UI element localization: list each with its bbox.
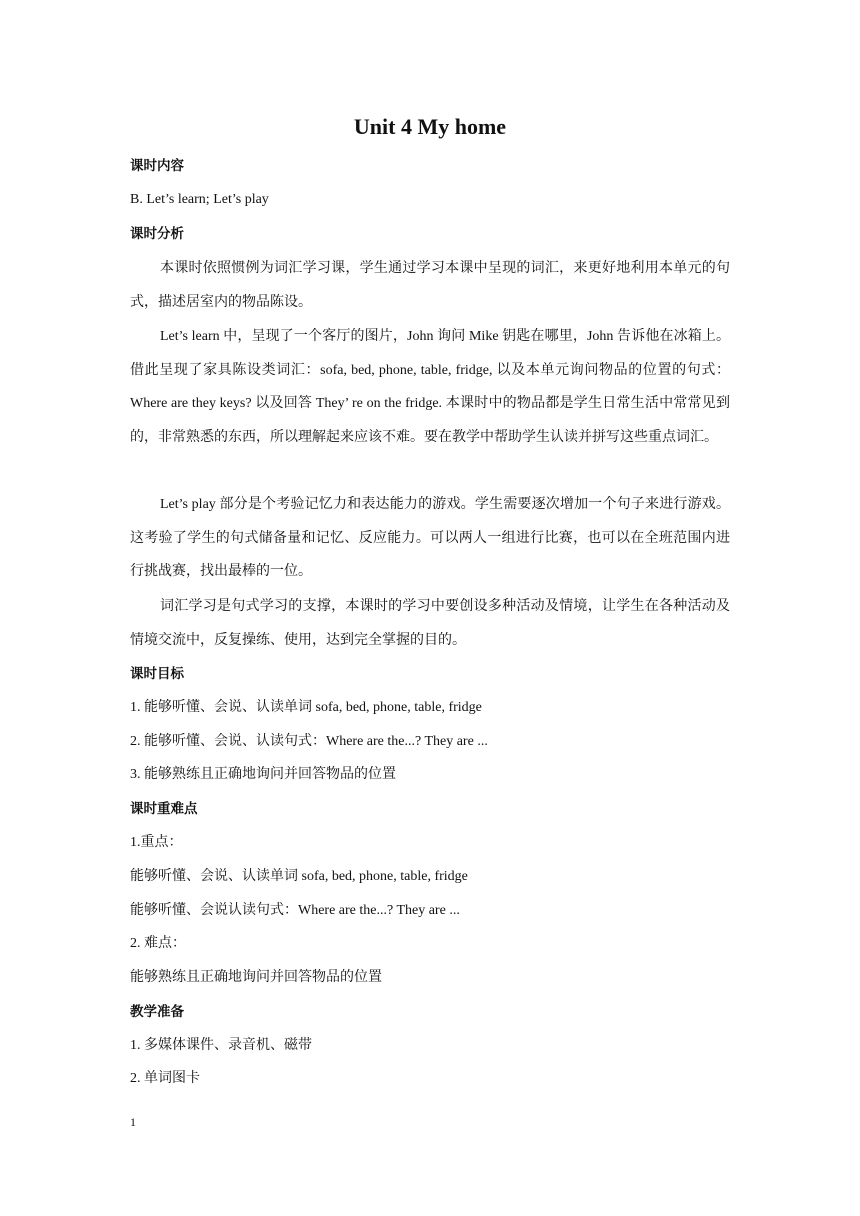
analysis-paragraph-1: 本课时依照惯例为词汇学习课，学生通过学习本课中呈现的词汇，来更好地利用本单元的句式，描述居室内的物品陈设。 [130, 261, 730, 310]
prep-item: 1. 多媒体课件、录音机、磁带 [130, 1038, 312, 1053]
content-text: B. Let’s learn; Let’s play [130, 192, 269, 207]
prep-item: 2. 单词图卡 [130, 1071, 200, 1086]
analysis-paragraph-3: Let’s play 部分是个考验记忆力和表达能力的游戏。学生需要逐次增加一个句子来进行游戏。这考验了学生的句式储备量和记忆、反应能力。可以两人一组进行比赛，也可以在全班范围内进行挑战赛，找出最棒的一位。 [130, 497, 730, 579]
content-heading: 课时内容 [130, 158, 184, 174]
goals-heading: 课时目标 [130, 666, 184, 682]
goal-item: 1. 能够听懂、会说、认读单词 sofa, bed, phone, table, fridge [130, 700, 482, 715]
keypoints-heading: 课时重难点 [130, 801, 198, 817]
document-title: Unit 4 My home [353, 114, 507, 139]
keypoint-item: 1.重点： [130, 835, 183, 850]
keypoint-item: 能够听懂、会说认读句式：Where are the...? They are ... [130, 903, 460, 918]
keypoint-item: 能够熟练且正确地询问并回答物品的位置 [130, 970, 382, 985]
prep-heading: 教学准备 [130, 1004, 184, 1020]
goal-item: 3. 能够熟练且正确地询问并回答物品的位置 [130, 767, 396, 782]
keypoint-item: 能够听懂、会说、认读单词 sofa, bed, phone, table, fridge [130, 869, 468, 884]
keypoint-item: 2. 难点： [130, 936, 186, 951]
goal-item: 2. 能够听懂、会说、认读句式：Where are the...? They are ... [130, 734, 488, 749]
page-number: 1 [130, 1115, 136, 1129]
analysis-heading: 课时分析 [130, 226, 184, 242]
document-page [130, 0, 730, 1216]
analysis-paragraph-4: 词汇学习是句式学习的支撑，本课时的学习中要创设多种活动及情境，让学生在各种活动及情境交流中，反复操练、使用，达到完全掌握的目的。 [130, 599, 730, 648]
analysis-paragraph-2: Let’s learn 中，呈现了一个客厅的图片，John 询问 Mike 钥匙在哪里，John 告诉他在冰箱上。借此呈现了家具陈设类词汇：sofa, bed, phone, table, fridge, 以及本单元询问物品的位置的句式：Where are they keys? 以及回答 They’ re on the fridge. 本课时中的物品都是学生日常生活中常常见到的，非常熟悉的东西，所以理解起来应该不难。要在教学中帮助学生认读并拼写这些重点词汇。 [130, 329, 730, 445]
